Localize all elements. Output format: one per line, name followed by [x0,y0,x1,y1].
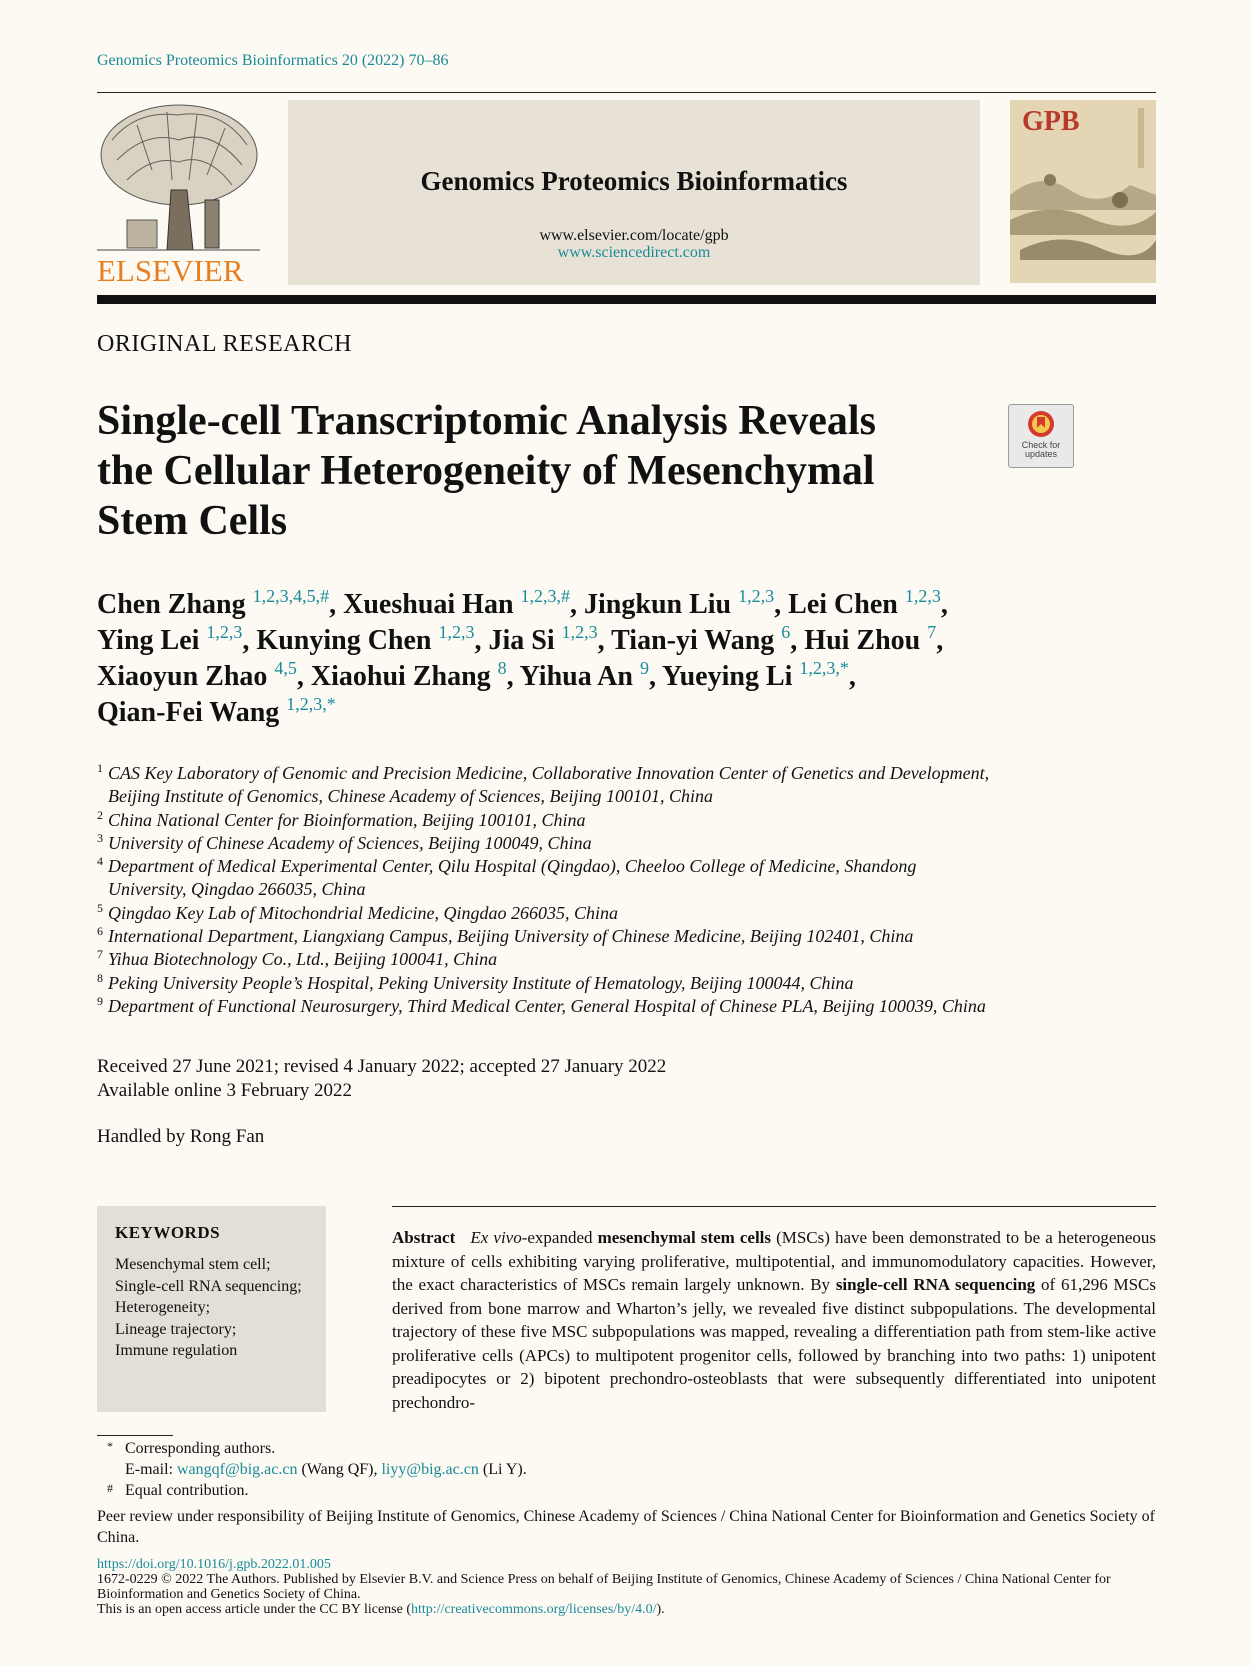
email-note [97,1459,1157,1480]
author-list: Chen Zhang $^{1,2,3,4,5,\#}$, Xueshuai Han $^{1,2,3,\#}$, Jingkun Liu $^{1,2,3}$, Lei Chen $^{1,2,3}$, Ying Lei $^{1,2,3}$, Kunying Chen $^{1,2,3}$, Jia Si $^{1,2,3}$, Tian-yi Wang $^6$, Hui Zhou $^7$, Xiaoyun Zhao $^{4,5}$, Xiaohui Zhang $^8$, Yihua An $^9$, Yueying Li $^{1,2,3,*}$, Qian-Fei Wang $^{1,2,3,*}$ [97,586,948,728]
handled-by: Handled by Rong Fan [97,1126,265,1147]
affiliation-number: 2 [97,807,103,822]
author-name: Yihua An [519,661,633,692]
author-affiliation-marks[interactable]: 1,2,3 [561,622,598,642]
author-name: Ying Lei [97,625,200,656]
keyword-item: Lineage trajectory; [115,1320,237,1338]
journal-banner [288,100,980,285]
abstract [392,1226,1156,1414]
affiliation-line [97,785,1177,808]
affiliation-text: Beijing Institute of Genomics, Chinese Academy of Sciences, Beijing 100101, China [108,786,714,807]
journal-cover [1010,100,1156,283]
license-link[interactable]: http://creativecommons.org/licenses/by/4.0/ [411,1602,657,1617]
author-affiliation-marks[interactable]: 1,2,3,4,5,# [252,586,330,606]
corr-mark: * [107,1439,113,1453]
affiliation-number: 5 [97,900,103,915]
author [97,658,297,692]
journal-title: Genomics Proteomics Bioinformatics [420,166,848,196]
author-name: Hui Zhou [804,625,921,656]
crossmark-icon [1009,405,1073,441]
author-name: Yueying Li [661,661,793,692]
author [97,694,336,728]
footnotes [97,1438,1157,1548]
author [584,586,775,620]
article-title: Single-cell Transcriptomic Analysis Reveals the Cellular Heterogeneity of Mesenchymal Stem Cells [97,398,876,544]
copyright: 1672-0229 © 2022 The Authors. Published by Elsevier B.V. and Science Press on behalf of Beijing Institute of Genomics, Chinese Academy of Sciences / China National Center for Bioinformation and Genetics Society of China. [97,1572,1111,1602]
journal-url[interactable]: www.elsevier.com/locate/gpb [539,227,729,244]
abstract-text: (MSCs) have been demonstrated to be a heterogeneous mixture of cells exhibiting varying proliferative, multipotential, and immunomodulatory capacities. However, the exact characteristics of MSCs remain largely unknown. By [392,1228,1157,1294]
author-name: Jingkun Liu [584,589,732,620]
cover-logo: GPB [1022,106,1080,137]
header-thick-rule [97,295,1156,304]
elsevier-tree-icon [97,100,260,286]
affiliation-text: Peking University People’s Hospital, Peking University Institute of Hematology, Beijing 100044, China [108,972,854,993]
keyword-item: Single-cell RNA sequencing; [115,1277,302,1295]
affiliation-line [97,972,1177,995]
bottom-matter [97,1557,1157,1617]
available-online-date: Available online 3 February 2022 [97,1080,353,1101]
author [97,622,243,656]
author-name: Xiaohui Zhang [310,661,491,692]
affiliation-line [97,809,1177,832]
affiliation-line [97,902,1177,925]
email-link-li[interactable]: liyy@big.ac.cn [381,1461,479,1478]
author [788,586,941,620]
keyword-item: Immune regulation [115,1342,238,1359]
keywords-box [97,1206,326,1412]
keyword-item: Heterogeneity; [115,1299,211,1316]
affiliation-number: 7 [97,947,103,962]
affiliation-text: CAS Key Laboratory of Genomic and Precision Medicine, Collaborative Innovation Center of Genetics and Development, [108,763,990,783]
author-name: Xiaoyun Zhao [97,661,268,692]
abstract-rule [392,1206,1156,1207]
affiliation-text: China National Center for Bioinformation, Beijing 100101, China [108,809,586,830]
author [611,622,791,656]
author-name: Jia Si [488,625,555,656]
author-affiliation-marks[interactable]: 1,2,3,# [520,586,571,606]
equal-contribution-note [97,1480,1157,1501]
affiliation-text: Department of Functional Neurosurgery, Third Medical Center, General Hospital of Chinese PLA, Beijing 100039, China [108,995,986,1016]
affiliation-number: 3 [97,830,103,845]
affiliation-text: Department of Medical Experimental Center, Qilu Hospital (Qingdao), Cheeloo College of Medicine, Shandong [108,856,917,877]
affiliation-text: Qingdao Key Lab of Mitochondrial Medicine, Qingdao 266035, China [108,902,618,923]
header-rule [97,92,1156,93]
affiliation-number: 9 [97,993,103,1008]
abstract-label: Abstract [392,1228,456,1247]
elsevier-wordmark: ELSEVIER [97,253,244,286]
equal-label: Equal contribution. [125,1482,249,1499]
license-text: ). [656,1602,665,1617]
author [310,658,507,692]
affiliation-line [97,832,1177,855]
abstract-text: of 61,296 MSCs derived from bone marrow and Wharton’s jelly, we revealed five distinct subpopulations. The developmental trajectory of these five MSC subpopulations was mapped, revealing a differentiation path from stem-like active proliferative cells (APCs) to multipotent progenitor cells, followed by branching into two paths: 1) unipotent preadipocytes or 2) bipotent prechondro-osteoblasts that were subsequently differentiated into unipotent prechondro- [392,1275,1156,1412]
author-affiliation-marks[interactable]: 4,5 [274,658,297,678]
abstract-italic: Ex vivo [470,1228,522,1247]
email-owner: (Li Y). [478,1461,527,1478]
author-affiliation-marks[interactable]: 1,2,3 [904,586,941,606]
author-name: Lei Chen [788,589,898,620]
affiliation-number: 6 [97,924,103,939]
corr-label: Corresponding authors. [125,1440,276,1457]
article-type: ORIGINAL RESEARCH [97,331,352,357]
affiliation-number: 1 [97,761,103,775]
author-name: Kunying Chen [256,625,432,656]
corresponding-note [97,1438,1157,1459]
author-affiliation-marks[interactable]: 1,2,3 [206,622,243,642]
author [256,622,475,656]
author-name: Xueshuai Han [343,589,514,620]
author [804,622,937,656]
peer-review-note: Peer review under responsibility of Beijing Institute of Genomics, Chinese Academy of Sciences / China National Center for Bioinformation and Genetics Society of China. [97,1508,1155,1546]
keyword-item: Mesenchymal stem cell; [115,1256,271,1273]
email-link-wang[interactable]: wangqf@big.ac.cn [176,1461,298,1478]
license [97,1602,1157,1617]
affiliation-line [97,995,1177,1018]
sciencedirect-link[interactable]: www.sciencedirect.com [557,244,711,261]
email-owner: (Wang QF), [297,1461,382,1478]
crossmark-label: Check for updates [1021,440,1061,459]
author-affiliation-marks[interactable]: 9 [639,658,649,678]
check-for-updates-badge[interactable] [1008,404,1074,468]
affiliation-number: 4 [97,854,103,869]
author-name: Tian-yi Wang [611,625,775,656]
keywords-heading: KEYWORDS [115,1223,221,1242]
affiliation-text: International Department, Liangxiang Campus, Beijing University of Chinese Medicine, Beijing 102401, China [108,926,914,947]
author-name: Qian-Fei Wang [97,697,280,728]
cover-image [1010,100,1156,283]
author-name: Chen Zhang [97,589,246,620]
author [343,586,571,620]
author-affiliation-marks[interactable]: 1,2,3,* [799,658,849,678]
elsevier-logo [97,100,260,286]
author-affiliation-marks[interactable]: 1,2,3,* [286,694,336,714]
affiliation-line [97,878,1177,901]
license-text: This is an open access article under the CC BY license ( [97,1602,411,1617]
author-affiliation-marks[interactable]: 7 [927,622,937,642]
affiliation-text: University, Qingdao 266035, China [108,879,366,900]
affiliation-line [97,948,1177,971]
abstract-text: -expanded [521,1228,598,1247]
affiliation-text: University of Chinese Academy of Sciences, Beijing 100049, China [108,832,592,853]
affiliation-text: Yihua Biotechnology Co., Ltd., Beijing 100041, China [108,949,498,970]
keyword-highlight: single-cell RNA sequencing [835,1275,1036,1294]
affiliation-number: 8 [97,970,103,985]
running-head: Genomics Proteomics Bioinformatics 20 (2022) 70–86 [97,52,449,69]
doi-link[interactable]: https://doi.org/10.1016/j.gpb.2022.01.005 [97,1557,331,1572]
keyword-highlight: mesenchymal stem cells [597,1228,772,1247]
author-affiliation-marks[interactable]: 6 [781,622,791,642]
author-affiliation-marks[interactable]: 1,2,3 [738,586,775,606]
affiliation-line [97,855,1177,878]
author-affiliation-marks[interactable]: 1,2,3 [438,622,475,642]
author [519,658,649,692]
author [488,622,598,656]
received-dates: Received 27 June 2021; revised 4 January 2022; accepted 27 January 2022 [97,1056,667,1077]
author-affiliation-marks[interactable]: 8 [497,658,507,678]
author [661,658,849,692]
equal-mark: # [107,1481,113,1495]
affiliation-line [97,762,1177,785]
affiliation-list [97,762,1177,1018]
email-prefix: E-mail: [125,1461,177,1478]
affiliation-line [97,925,1177,948]
keywords-list [115,1254,302,1362]
author [97,586,330,620]
